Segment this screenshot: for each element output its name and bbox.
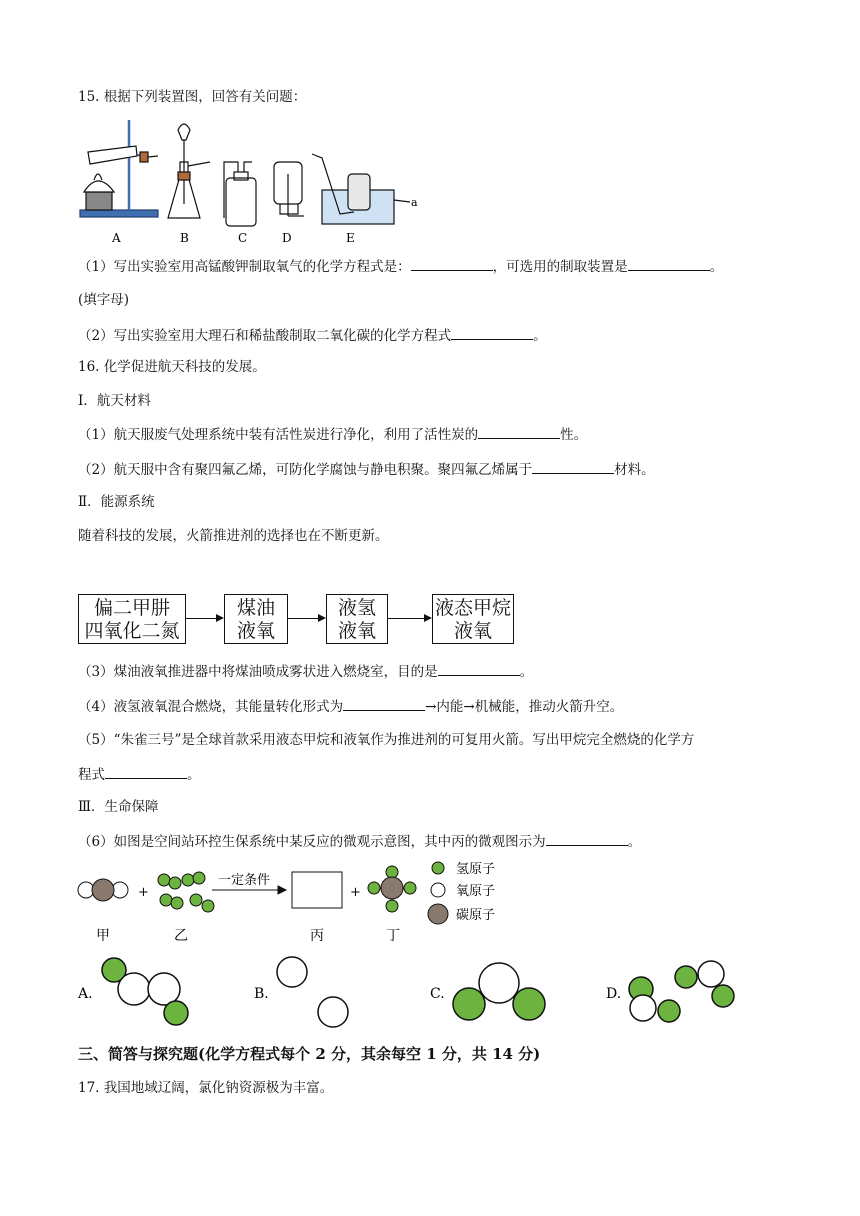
flow-box-4 [432,594,514,644]
label-a-marker: a [411,196,418,209]
q15-part2-end: 。 [533,328,547,344]
apparatus-b-label: B [180,231,189,245]
flow-arrow-icon [288,618,324,619]
flow-arrow-icon [186,618,222,619]
flow-box-2-line2: 液氧 [236,620,275,642]
q15-part1-note: (填字母) [78,292,130,308]
flow-box-1-line2: 四氧化二氮 [84,620,180,642]
legend-hydrogen: 氢原子 [456,862,496,877]
hydrogen-atom-icon [658,1000,680,1022]
q16-part5-text: 程式 [78,767,105,783]
hydrogen-atom-icon [368,882,380,894]
hydrogen-atom-icon [404,882,416,894]
option-b-label: B. [254,986,269,1002]
carbon-atom-icon [381,877,403,899]
reaction-condition: 一定条件 [218,873,271,888]
q15-part1-text-c: 。 [709,259,724,275]
flow-box-4-line1: 液态甲烷 [434,597,511,619]
hydrogen-atom-icon [160,894,172,906]
answer-blank [105,765,187,779]
q15-part1-text-a: （1）写出实验室用高锰酸钾制取氧气的化学方程式是： [78,259,411,275]
option-d-label: D. [606,986,622,1002]
oxygen-atom-icon [698,961,724,987]
q16-section-1: Ⅰ．航天材料 [78,393,151,409]
answer-blank [546,832,628,846]
apparatus-b [168,124,210,218]
oxygen-atom-icon [148,973,180,1005]
answer-blank [532,460,614,474]
answer-blank [343,697,425,711]
flow-box-1 [78,594,186,644]
plus-sign: + [138,885,149,900]
hydrogen-atom-icon [190,894,202,906]
answer-options [70,952,750,1032]
legend-carbon: 碳原子 [456,908,496,923]
apparatus-e-label: E [346,231,355,245]
hydrogen-atom-icon [386,866,398,878]
section-3-heading: 三、简答与探究题(化学方程式每个 2 分，其余每空 1 分，共 14 分) [78,1045,541,1063]
hydrogen-atom-icon [386,900,398,912]
hydrogen-atom-icon [169,877,181,889]
answer-blank [438,662,520,676]
answer-blank [478,425,560,439]
name-ding: 丁 [386,928,400,944]
answer-blank [451,326,533,340]
flow-box-2-line1: 煤油 [236,597,275,619]
q16-part3 [78,662,533,681]
q15-part2 [78,326,547,345]
option-c-label: C. [430,986,445,1002]
flow-box-4-line2: 液氧 [453,620,492,642]
flow-arrow-icon [388,618,430,619]
product-blank-box [292,872,342,908]
q15-part1-text-b: ，可选用的制取装置是 [492,259,628,275]
option-a-label: A. [78,986,93,1002]
plus-sign: + [350,885,361,900]
q16-part6 [78,832,641,851]
flow-box-3-line1: 液氢 [337,597,376,619]
q16-part4-end: →内能→机械能，推动火箭升空。 [425,699,624,715]
q16-part1 [78,425,587,444]
flow-box-3 [326,594,388,644]
q16-section-2: Ⅱ．能源系统 [78,494,155,510]
q17-title: 17. 我国地域辽阔，氯化钠资源极为丰富。 [78,1080,334,1096]
flow-box-3-line2: 液氧 [337,620,376,642]
oxygen-atom-icon [479,963,519,1003]
oxygen-atom-icon [630,995,656,1021]
hydrogen-legend-icon [432,862,444,874]
hydrogen-atom-icon [513,988,545,1020]
q15-part1 [78,257,723,276]
q16-part1-text: （1）航天服废气处理系统中装有活性炭进行净化，利用了活性炭的 [78,427,479,443]
q16-title: 16. 化学促进航天科技的发展。 [78,359,266,375]
apparatus-a [80,120,158,217]
hydrogen-atom-icon [712,985,734,1007]
hydrogen-atom-icon [675,966,697,988]
legend-oxygen: 氧原子 [456,884,496,899]
oxygen-legend-icon [431,883,445,897]
q15-title: 15. 根据下列装置图，回答有关问题： [78,89,307,105]
hydrogen-atom-icon [193,872,205,884]
flow-box-2 [224,594,288,644]
hydrogen-atom-icon [158,874,170,886]
q16-part2-end: 材料。 [614,462,655,478]
name-jia: 甲 [96,928,110,944]
lab-apparatus-figure [76,118,426,248]
carbon-atom-icon [92,879,114,901]
hydrogen-atom-icon [171,897,183,909]
answer-blank [411,257,493,271]
oxygen-atom-icon [318,997,348,1027]
apparatus-d-label: D [282,231,292,245]
reaction-diagram [70,858,540,948]
name-yi: 乙 [174,928,188,944]
q16-section-3: Ⅲ．生命保障 [78,799,159,815]
q16-part4-text: （4）液氢液氧混合燃烧，其能量转化形式为 [78,699,344,715]
q16-part4 [78,697,623,716]
oxygen-atom-icon [277,957,307,987]
apparatus-a-label: A [112,231,121,245]
hydrogen-atom-icon [202,900,214,912]
oxygen-atom-icon [118,973,150,1005]
q16-part6-text: （6）如图是空间站环控生保系统中某反应的微观示意图，其中丙的微观图示为 [78,834,546,850]
flow-box-1-line1: 偏二甲肼 [93,597,170,619]
q16-intro: 随着科技的发展，火箭推进剂的选择也在不断更新。 [78,528,389,544]
q15-part2-text: （2）写出实验室用大理石和稀盐酸制取二氧化碳的化学方程式 [78,328,452,344]
apparatus-c [224,162,256,226]
carbon-legend-icon [428,904,448,924]
q16-part3-text: （3）煤油液氧推进器中将煤油喷成雾状进入燃烧室，目的是 [78,664,438,680]
q16-part5-line2 [78,765,201,784]
hydrogen-atom-icon [164,1001,188,1025]
q16-part2-text: （2）航天服中含有聚四氟乙烯，可防化学腐蚀与静电积聚。聚四氟乙烯属于 [78,462,533,478]
hydrogen-atom-icon [182,874,194,886]
hydrogen-atom-icon [453,988,485,1020]
q16-part6-end: 。 [627,834,642,850]
answer-blank [628,257,710,271]
name-bing: 丙 [310,928,324,944]
q16-part5-end: 。 [187,767,201,783]
q16-part2 [78,460,655,479]
q16-part3-end: 。 [519,664,534,680]
apparatus-e [312,154,410,224]
apparatus-d [274,162,304,216]
apparatus-c-label: C [238,231,248,245]
q16-part5-line1: （5）“朱雀三号”是全球首款采用液态甲烷和液氧作为推进剂的可复用火箭。写出甲烷完全燃烧的化学方 [78,732,695,748]
q16-part1-end: 性。 [560,427,588,443]
